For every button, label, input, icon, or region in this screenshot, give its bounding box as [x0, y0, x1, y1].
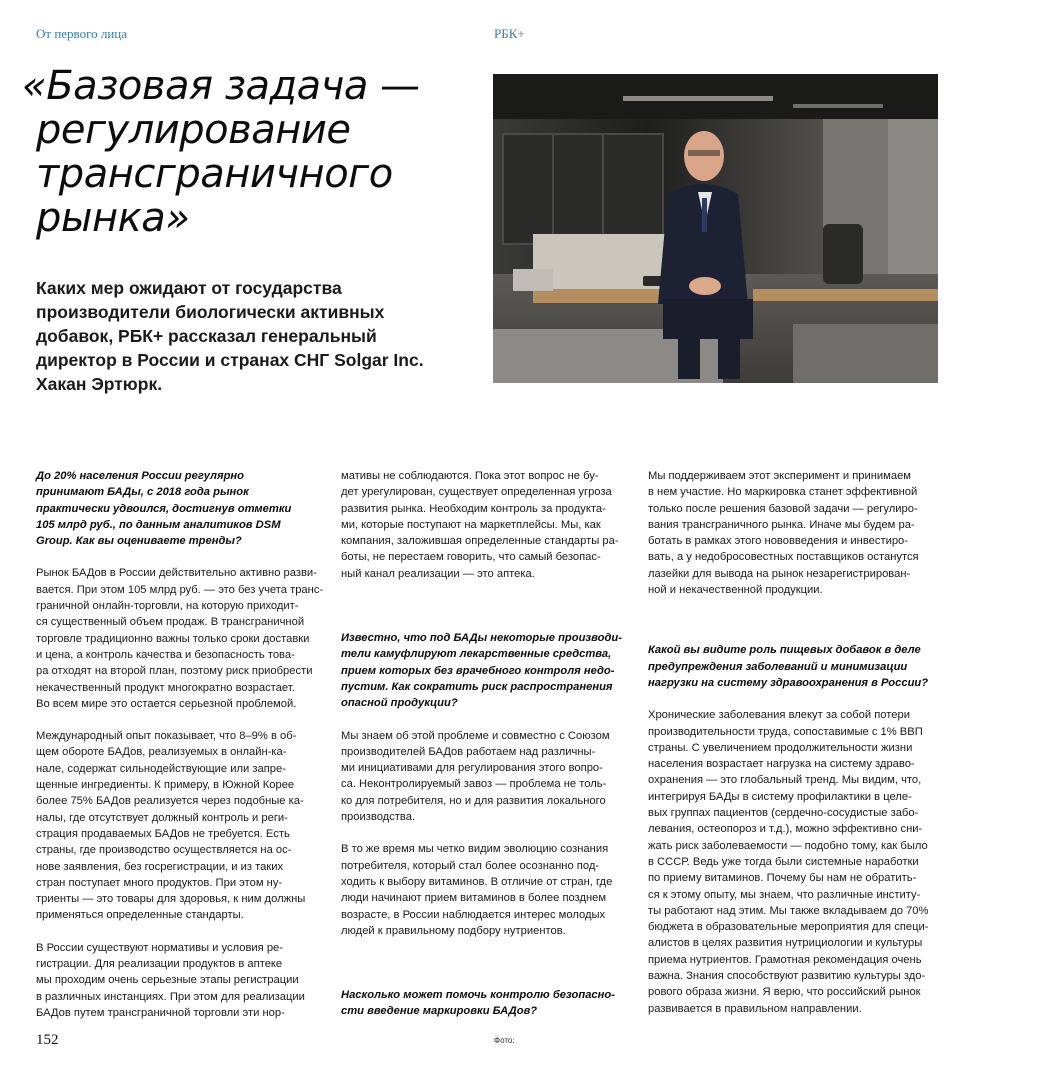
interview-question	[341, 987, 631, 1020]
text-line: применяться определенные стандарты.	[36, 909, 244, 922]
text-line: людей к правильному подбору нутриентов.	[341, 924, 566, 937]
text-line: налы, где отсутствует должный контроль и реги-	[36, 811, 288, 824]
text-line: тели камуфлируют лекарственные средства,	[341, 648, 612, 661]
text-line: Мы знаем об этой проблеме и совместно с Союзом	[341, 729, 610, 742]
text-line: ми, которые поступают на маркетплейсы. Мы, как	[341, 518, 601, 531]
text-line: граничной онлайн-торговли, на которую приходит-	[36, 600, 299, 613]
text-line: жать риск заболеваемости — подобно тому, как было	[648, 839, 928, 852]
text-line: Международный опыт показывает, что 8–9% в об-	[36, 730, 297, 743]
page-number: 152	[36, 1032, 59, 1048]
text-line: страция продаваемых БАДов не требуется. Есть	[36, 827, 290, 840]
text-line: Group. Как вы оцениваете тренды?	[36, 535, 242, 548]
text-line: вых группах пациентов (сердечно-сосудистые забо-	[648, 807, 919, 820]
text-line: вать, а у недобросовестных поставщиков останутся	[648, 551, 919, 564]
photo-credit: Фото:	[494, 1036, 515, 1045]
text-line: вания трансграничного рынка. Иначе мы будем ра-	[648, 518, 915, 531]
text-line: компания, заложившая определенные стандарты ра-	[341, 535, 619, 548]
text-line: в нем участие. Но маркировка станет эффективной	[648, 486, 918, 499]
text-line: алистов в целях развития нутрициологии и культуры	[648, 937, 923, 950]
text-line: рового образа жизни. Я верю, что российский рынок	[648, 986, 921, 999]
text-line: щем обороте БАДов, реализуемых в онлайн-ка-	[36, 746, 287, 759]
text-line: пустим. Как сократить риск распространения	[341, 680, 613, 693]
text-line: производства.	[341, 811, 416, 824]
headline-line: рынка»	[36, 195, 190, 241]
interview-answer	[36, 728, 321, 924]
interview-question	[36, 468, 321, 549]
text-line: производителей БАДов работаем над различны-	[341, 745, 596, 758]
text-line: нале, содержат сильнодействующие или запре-	[36, 762, 286, 775]
text-line: боты, не перестаем говорить, что самый безопас-	[341, 551, 601, 564]
text-line: практически удвоился, достигнув отметки	[36, 502, 292, 515]
text-line: триенты — это товары для здоровья, к ним должны	[36, 893, 306, 906]
interview-answer	[36, 940, 321, 1021]
text-line: мативы не соблюдаются. Пока этот вопрос не бу-	[341, 470, 599, 482]
text-line: лазейки для вывода на рынок незарегистрирован-	[648, 567, 911, 580]
article-column-1	[36, 468, 324, 1021]
text-line: ты работают над этим. Мы также вкладываем до 70%	[648, 904, 929, 917]
lead-line: производители биологически активных	[36, 302, 385, 322]
text-line: прием которых без врачебного контроля недо-	[341, 664, 615, 677]
article-lead	[36, 276, 476, 396]
text-line: ходить к выбору витаминов. В отличие от стран, где	[341, 875, 613, 888]
text-line: ми инициативами для регулирования этого вопро-	[341, 762, 603, 775]
article-column-2	[341, 468, 631, 1020]
text-line: возрасте, в России наблюдается интерес молодых	[341, 908, 606, 921]
text-line: 105 млрд руб., по данным аналитиков DSM	[36, 518, 281, 531]
text-line: в различных инстанциях. При этом для реализации	[36, 990, 305, 1003]
text-line: вается. При этом 105 млрд руб. — это без учета транс-	[36, 583, 324, 596]
text-line: Во всем мире это остается серьезной проблемой.	[36, 697, 297, 710]
lead-line: Каких мер ожидают от государства	[36, 278, 342, 298]
text-line: левания, остеопороз и т.д.), можно эффективно сни-	[648, 823, 923, 836]
interview-question	[341, 630, 631, 711]
text-line: люди начинают прием витаминов в более позднем	[341, 892, 607, 905]
article-headline	[22, 63, 486, 241]
text-line: Хронические заболевания влекут за собой потери	[648, 709, 910, 722]
text-line: дет урегулирован, существует определенная угроза	[341, 486, 612, 499]
text-line: сти введение маркировки БАДов?	[341, 1005, 538, 1018]
text-line: До 20% населения России регулярно	[36, 470, 244, 482]
text-line: ра отходят на второй план, поэтому риск приобрести	[36, 665, 313, 678]
interview-answer	[341, 728, 631, 826]
text-line: нагрузки на систему здравоохранения в России?	[648, 676, 929, 689]
interview-answer	[36, 565, 324, 712]
headline-line: регулирование	[36, 107, 351, 153]
text-line: только после решения базовой задачи — регулиро-	[648, 502, 918, 515]
text-line: ной и некачественной продукции.	[648, 584, 823, 597]
text-line: Известно, что под БАДы некоторые производи-	[341, 632, 622, 645]
text-line: принимают БАДы, с 2018 года рынок	[36, 486, 249, 499]
text-line: приема нутриентов. Грамотная рекомендация очень	[648, 953, 922, 966]
text-line: опасной продукции?	[341, 697, 458, 710]
text-line: торговле традиционно важны только сроки доставки	[36, 632, 310, 645]
text-line: БАДов путем трансграничной торговли эти нор-	[36, 1006, 285, 1019]
text-line: Рынок БАДов в России действительно активно разви-	[36, 567, 317, 580]
text-line: охранения — это глобальный тренд. Мы видим, что,	[648, 774, 922, 787]
text-line: нове заявления, без госрегистрации, и из таких	[36, 860, 284, 873]
text-line: Какой вы видите роль пищевых добавок в деле	[648, 644, 921, 657]
text-line: Мы поддерживаем этот эксперимент и принимаем	[648, 470, 912, 482]
headline-line: «Базовая задача —	[22, 63, 420, 109]
section-rubric: От первого лица	[36, 26, 128, 41]
text-line: предупреждения заболеваний и минимизации	[648, 660, 908, 673]
text-line: Насколько может помочь контролю безопасно-	[341, 989, 615, 1002]
interview-answer	[341, 468, 631, 582]
text-line: страны, где производство осуществляется на ос-	[36, 844, 292, 857]
text-line: интегрируя БАДы в систему профилактики в целе-	[648, 790, 912, 803]
text-line: В России существуют нормативы и условия ре-	[36, 941, 284, 954]
text-line: развития рынка. Необходим контроль за продукта-	[341, 502, 606, 515]
text-line: важна. Знания способствуют развитию культуры здо-	[648, 970, 926, 983]
article-column-3	[648, 468, 948, 1017]
text-line: ся существенный объем продаж. В трансграничной	[36, 616, 305, 629]
interview-question	[648, 642, 948, 691]
text-line: потребителя, который стал более осознанно под-	[341, 859, 600, 872]
text-line: страны. С увеличением продолжительности жизни	[648, 741, 913, 754]
publication-rubric: РБК+	[494, 26, 525, 41]
text-line: щенные ингредиенты. К примеру, в Южной Корее	[36, 779, 295, 792]
text-line: населения возрастает нагрузка на систему здраво-	[648, 758, 915, 771]
headline-line: трансграничного	[36, 151, 393, 197]
text-line: ся к этому опыту, мы знаем, что различные институ-	[648, 888, 921, 901]
lead-line: добавок, РБК+ рассказал генеральный	[36, 326, 377, 346]
portrait-photo	[493, 74, 938, 383]
interview-answer	[648, 468, 948, 598]
text-line: более 75% БАДов реализуется через подобные ка-	[36, 795, 304, 808]
text-line: В то же время мы четко видим эволюцию сознания	[341, 843, 609, 856]
text-line: стран поступает много продуктов. При этом ну-	[36, 876, 283, 889]
text-line: мы проходим очень серьезные этапы регистрации	[36, 974, 299, 987]
interview-answer	[341, 841, 631, 939]
text-line: производительности труда, сопоставимые с 1% ВВП	[648, 725, 923, 738]
text-line: гистрации. Для реализации продуктов в аптеке	[36, 958, 283, 971]
text-line: некачественный продукт многократно возрастает.	[36, 681, 295, 694]
text-line: ботать в рамках этого нововведения и инвестиро-	[648, 535, 908, 548]
text-line: ный канал реализации — это аптека.	[341, 567, 535, 580]
text-line: и цена, а контроль качества и безопасность това-	[36, 648, 295, 661]
lead-line: Хакан Эртюрк.	[36, 374, 163, 394]
lead-line: директор в России и странах СНГ Solgar Inc.	[36, 350, 424, 370]
text-line: в СССР. Ведь уже тогда были системные наработки	[648, 855, 919, 868]
text-line: бюджета в образовательные мероприятия для специ-	[648, 921, 929, 934]
text-line: развивается в правильном направлении.	[648, 1002, 862, 1015]
text-line: са. Неконтролируемый завоз — проблема не толь-	[341, 778, 607, 791]
interview-answer	[648, 707, 948, 1017]
text-line: ко для потребителя, но и для развития локального	[341, 794, 606, 807]
text-line: по приему витаминов. Почему бы нам не обратить-	[648, 872, 917, 885]
